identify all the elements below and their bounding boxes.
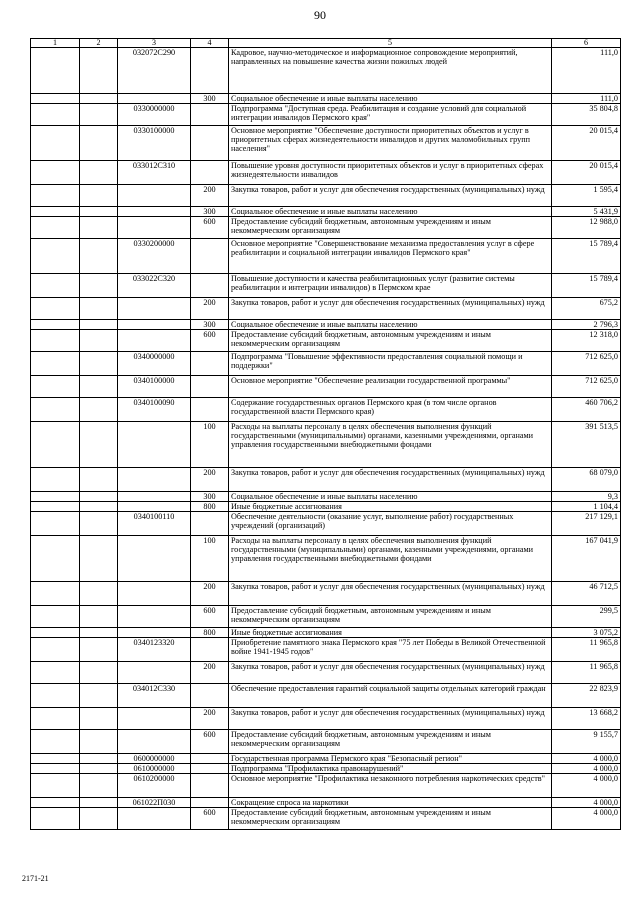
table-row bbox=[31, 352, 621, 376]
cell-amount: 712 625,0 bbox=[552, 376, 621, 398]
cell-col-2 bbox=[80, 502, 118, 512]
cell-col-2 bbox=[80, 298, 118, 320]
cell-amount: 391 513,5 bbox=[552, 422, 621, 468]
cell-col-2 bbox=[80, 628, 118, 638]
document-code: 2171-21 bbox=[22, 874, 49, 883]
table-row bbox=[31, 239, 621, 274]
cell-target-code: 0330100000 bbox=[118, 126, 191, 161]
cell-col-2 bbox=[80, 730, 118, 754]
cell-target-code bbox=[118, 330, 191, 352]
cell-target-code: 034012С330 bbox=[118, 684, 191, 708]
table-row bbox=[31, 126, 621, 161]
cell-description: Закупка товаров, работ и услуг для обеспечения государственных (муниципальных) нужд bbox=[229, 582, 552, 606]
cell-col-1 bbox=[31, 754, 80, 764]
cell-col-1 bbox=[31, 104, 80, 126]
cell-description: Закупка товаров, работ и услуг для обеспечения государственных (муниципальных) нужд bbox=[229, 662, 552, 684]
cell-target-code bbox=[118, 662, 191, 684]
cell-target-code: 032072C290 bbox=[118, 48, 191, 94]
cell-target-code: 0340000000 bbox=[118, 352, 191, 376]
cell-description: Обеспечение предоставления гарантий социальной защиты отдельных категорий граждан bbox=[229, 684, 552, 708]
cell-amount: 9 155,7 bbox=[552, 730, 621, 754]
table-row bbox=[31, 536, 621, 582]
cell-amount: 15 789,4 bbox=[552, 239, 621, 274]
cell-description: Кадровое, научно-методическое и информационное сопровождение мероприятий, направленных на повышение качества жизни пожилых людей bbox=[229, 48, 552, 94]
cell-description: Предоставление субсидий бюджетным, автономным учреждениям и иным некоммерческим организациям bbox=[229, 808, 552, 830]
cell-target-code bbox=[118, 708, 191, 730]
cell-col-1 bbox=[31, 320, 80, 330]
table-row bbox=[31, 628, 621, 638]
cell-amount: 2 796,3 bbox=[552, 320, 621, 330]
cell-col-1 bbox=[31, 684, 80, 708]
cell-expense-type bbox=[191, 352, 229, 376]
cell-amount: 167 041,9 bbox=[552, 536, 621, 582]
cell-expense-type bbox=[191, 512, 229, 536]
cell-target-code bbox=[118, 492, 191, 502]
cell-col-1 bbox=[31, 422, 80, 468]
cell-description: Основное мероприятие "Обеспечение доступности приоритетных объектов и услуг в приоритетных сферах жизнедеятельности инвалидов и других маломобильных групп населения" bbox=[229, 126, 552, 161]
column-header-3: 3 bbox=[118, 39, 191, 48]
cell-target-code bbox=[118, 320, 191, 330]
table-row bbox=[31, 730, 621, 754]
table-header-row bbox=[31, 39, 621, 48]
cell-expense-type: 200 bbox=[191, 582, 229, 606]
cell-col-1 bbox=[31, 330, 80, 352]
cell-col-2 bbox=[80, 207, 118, 217]
cell-col-2 bbox=[80, 754, 118, 764]
cell-description: Закупка товаров, работ и услуг для обеспечения государственных (муниципальных) нужд bbox=[229, 298, 552, 320]
cell-col-1 bbox=[31, 512, 80, 536]
cell-col-1 bbox=[31, 185, 80, 207]
cell-expense-type: 800 bbox=[191, 628, 229, 638]
cell-col-2 bbox=[80, 606, 118, 628]
budget-table bbox=[30, 38, 621, 830]
cell-expense-type: 600 bbox=[191, 217, 229, 239]
cell-expense-type bbox=[191, 754, 229, 764]
cell-col-2 bbox=[80, 161, 118, 185]
cell-target-code: 0610000000 bbox=[118, 764, 191, 774]
cell-amount: 35 804,8 bbox=[552, 104, 621, 126]
cell-expense-type: 200 bbox=[191, 662, 229, 684]
cell-amount: 13 668,2 bbox=[552, 708, 621, 730]
cell-expense-type: 300 bbox=[191, 94, 229, 104]
cell-col-2 bbox=[80, 684, 118, 708]
cell-target-code: 0600000000 bbox=[118, 754, 191, 764]
column-header-6: 6 bbox=[552, 39, 621, 48]
table-row bbox=[31, 330, 621, 352]
cell-expense-type: 300 bbox=[191, 320, 229, 330]
column-header-4: 4 bbox=[191, 39, 229, 48]
cell-col-1 bbox=[31, 239, 80, 274]
table-row bbox=[31, 94, 621, 104]
cell-amount: 12 318,0 bbox=[552, 330, 621, 352]
cell-col-2 bbox=[80, 708, 118, 730]
cell-amount: 22 823,9 bbox=[552, 684, 621, 708]
cell-col-1 bbox=[31, 274, 80, 298]
cell-col-2 bbox=[80, 126, 118, 161]
cell-target-code bbox=[118, 536, 191, 582]
cell-target-code bbox=[118, 217, 191, 239]
cell-amount: 675,2 bbox=[552, 298, 621, 320]
cell-amount: 46 712,5 bbox=[552, 582, 621, 606]
cell-expense-type: 200 bbox=[191, 185, 229, 207]
table-row bbox=[31, 774, 621, 798]
cell-col-1 bbox=[31, 94, 80, 104]
cell-expense-type bbox=[191, 764, 229, 774]
table-row bbox=[31, 662, 621, 684]
cell-col-2 bbox=[80, 764, 118, 774]
cell-col-2 bbox=[80, 352, 118, 376]
cell-amount: 9,3 bbox=[552, 492, 621, 502]
cell-expense-type bbox=[191, 126, 229, 161]
table-row bbox=[31, 754, 621, 764]
cell-amount: 20 015,4 bbox=[552, 126, 621, 161]
table-row bbox=[31, 808, 621, 830]
cell-amount: 460 706,2 bbox=[552, 398, 621, 422]
cell-col-1 bbox=[31, 628, 80, 638]
cell-description: Обеспечение деятельности (оказание услуг, выполнение работ) государственных учреждений (организаций) bbox=[229, 512, 552, 536]
cell-description: Закупка товаров, работ и услуг для обеспечения государственных (муниципальных) нужд bbox=[229, 185, 552, 207]
cell-col-1 bbox=[31, 468, 80, 492]
cell-col-1 bbox=[31, 217, 80, 239]
cell-amount: 4 000,0 bbox=[552, 774, 621, 798]
cell-amount: 5 431,9 bbox=[552, 207, 621, 217]
cell-target-code bbox=[118, 582, 191, 606]
cell-amount: 15 789,4 bbox=[552, 274, 621, 298]
cell-expense-type: 100 bbox=[191, 422, 229, 468]
table-row bbox=[31, 104, 621, 126]
cell-target-code bbox=[118, 185, 191, 207]
table-row bbox=[31, 161, 621, 185]
cell-col-1 bbox=[31, 502, 80, 512]
cell-description: Повышение уровня доступности приоритетных объектов и услуг в приоритетных сферах жизнедеятельности инвалидов bbox=[229, 161, 552, 185]
cell-target-code bbox=[118, 94, 191, 104]
cell-description: Иные бюджетные ассигнования bbox=[229, 628, 552, 638]
cell-col-1 bbox=[31, 492, 80, 502]
cell-col-1 bbox=[31, 398, 80, 422]
cell-target-code bbox=[118, 207, 191, 217]
table-row bbox=[31, 582, 621, 606]
cell-amount: 68 079,0 bbox=[552, 468, 621, 492]
table-row bbox=[31, 207, 621, 217]
cell-col-2 bbox=[80, 104, 118, 126]
cell-amount: 1 104,4 bbox=[552, 502, 621, 512]
table-row bbox=[31, 468, 621, 492]
cell-col-1 bbox=[31, 730, 80, 754]
cell-description: Расходы на выплаты персоналу в целях обеспечения выполнения функций государственными (муниципальными) органами, казенными учреждениями, органами управления государственными внебюджетными фондами bbox=[229, 422, 552, 468]
cell-description: Предоставление субсидий бюджетным, автономным учреждениям и иным некоммерческим организациям bbox=[229, 606, 552, 628]
cell-target-code: 0340123320 bbox=[118, 638, 191, 662]
cell-description: Закупка товаров, работ и услуг для обеспечения государственных (муниципальных) нужд bbox=[229, 708, 552, 730]
cell-col-2 bbox=[80, 492, 118, 502]
cell-amount: 11 965,8 bbox=[552, 638, 621, 662]
cell-col-1 bbox=[31, 48, 80, 94]
cell-expense-type: 100 bbox=[191, 536, 229, 582]
cell-target-code bbox=[118, 606, 191, 628]
cell-expense-type bbox=[191, 239, 229, 274]
cell-description: Приобретение памятного знака Пермского края "75 лет Победы в Великой Отечественной войне 1941-1945 годов" bbox=[229, 638, 552, 662]
cell-expense-type: 200 bbox=[191, 468, 229, 492]
cell-expense-type bbox=[191, 638, 229, 662]
table-row bbox=[31, 274, 621, 298]
cell-col-1 bbox=[31, 582, 80, 606]
cell-expense-type bbox=[191, 684, 229, 708]
cell-amount: 12 988,0 bbox=[552, 217, 621, 239]
cell-description: Предоставление субсидий бюджетным, автономным учреждениям и иным некоммерческим организациям bbox=[229, 730, 552, 754]
cell-target-code bbox=[118, 808, 191, 830]
cell-target-code: 0330200000 bbox=[118, 239, 191, 274]
cell-col-2 bbox=[80, 94, 118, 104]
table-body bbox=[31, 48, 621, 830]
cell-expense-type: 300 bbox=[191, 207, 229, 217]
table-row bbox=[31, 298, 621, 320]
table-row bbox=[31, 398, 621, 422]
cell-amount: 4 000,0 bbox=[552, 754, 621, 764]
table-row bbox=[31, 502, 621, 512]
cell-col-1 bbox=[31, 638, 80, 662]
cell-col-2 bbox=[80, 422, 118, 468]
cell-target-code bbox=[118, 628, 191, 638]
cell-col-1 bbox=[31, 708, 80, 730]
cell-col-2 bbox=[80, 536, 118, 582]
cell-col-2 bbox=[80, 330, 118, 352]
cell-col-2 bbox=[80, 512, 118, 536]
cell-expense-type bbox=[191, 104, 229, 126]
cell-expense-type: 200 bbox=[191, 708, 229, 730]
cell-col-2 bbox=[80, 398, 118, 422]
cell-description: Содержание государственных органов Пермского края (в том числе органов государственной власти Пермского края) bbox=[229, 398, 552, 422]
cell-description: Предоставление субсидий бюджетным, автономным учреждениям и иным некоммерческим организациям bbox=[229, 330, 552, 352]
cell-description: Социальное обеспечение и иные выплаты населению bbox=[229, 207, 552, 217]
cell-description: Подпрограмма "Доступная среда. Реабилитация и создание условий для социальной интеграции инвалидов Пермского края" bbox=[229, 104, 552, 126]
cell-amount: 111,0 bbox=[552, 94, 621, 104]
table-row bbox=[31, 684, 621, 708]
cell-col-2 bbox=[80, 798, 118, 808]
cell-target-code bbox=[118, 730, 191, 754]
cell-description: Иные бюджетные ассигнования bbox=[229, 502, 552, 512]
cell-description: Социальное обеспечение и иные выплаты населению bbox=[229, 492, 552, 502]
cell-amount: 4 000,0 bbox=[552, 808, 621, 830]
cell-col-1 bbox=[31, 298, 80, 320]
cell-col-2 bbox=[80, 217, 118, 239]
cell-expense-type: 200 bbox=[191, 298, 229, 320]
cell-description: Расходы на выплаты персоналу в целях обеспечения выполнения функций государственными (муниципальными) органами, казенными учреждениями, органами управления государственными внебюджетными фондами bbox=[229, 536, 552, 582]
table-row bbox=[31, 798, 621, 808]
cell-col-2 bbox=[80, 320, 118, 330]
cell-col-1 bbox=[31, 774, 80, 798]
cell-description: Основное мероприятие "Профилактика незаконного потребления наркотических средств" bbox=[229, 774, 552, 798]
cell-amount: 4 000,0 bbox=[552, 798, 621, 808]
table-row bbox=[31, 708, 621, 730]
cell-expense-type: 600 bbox=[191, 330, 229, 352]
table-row bbox=[31, 48, 621, 94]
cell-col-2 bbox=[80, 185, 118, 207]
cell-col-2 bbox=[80, 774, 118, 798]
table-row bbox=[31, 185, 621, 207]
cell-expense-type bbox=[191, 274, 229, 298]
cell-description: Социальное обеспечение и иные выплаты населению bbox=[229, 320, 552, 330]
cell-description: Повышение доступности и качества реабилитационных услуг (развитие системы реабилитации и интеграции инвалидов) в Пермском крае bbox=[229, 274, 552, 298]
cell-target-code bbox=[118, 468, 191, 492]
cell-col-1 bbox=[31, 126, 80, 161]
cell-expense-type: 600 bbox=[191, 808, 229, 830]
cell-description: Сокращение спроса на наркотики bbox=[229, 798, 552, 808]
cell-col-1 bbox=[31, 161, 80, 185]
cell-amount: 712 625,0 bbox=[552, 352, 621, 376]
cell-target-code: 0340100000 bbox=[118, 376, 191, 398]
cell-expense-type bbox=[191, 774, 229, 798]
cell-expense-type: 800 bbox=[191, 502, 229, 512]
cell-amount: 11 965,8 bbox=[552, 662, 621, 684]
cell-target-code: 0330000000 bbox=[118, 104, 191, 126]
cell-col-1 bbox=[31, 606, 80, 628]
cell-description: Основное мероприятие "Обеспечение реализации государственной программы" bbox=[229, 376, 552, 398]
column-header-2: 2 bbox=[80, 39, 118, 48]
cell-col-2 bbox=[80, 274, 118, 298]
column-header-1: 1 bbox=[31, 39, 80, 48]
cell-col-1 bbox=[31, 207, 80, 217]
cell-target-code: 033012С310 bbox=[118, 161, 191, 185]
cell-col-2 bbox=[80, 808, 118, 830]
cell-col-2 bbox=[80, 376, 118, 398]
cell-expense-type bbox=[191, 376, 229, 398]
cell-target-code bbox=[118, 422, 191, 468]
cell-expense-type bbox=[191, 798, 229, 808]
cell-target-code bbox=[118, 502, 191, 512]
cell-target-code: 0340100110 bbox=[118, 512, 191, 536]
cell-col-2 bbox=[80, 48, 118, 94]
cell-col-2 bbox=[80, 638, 118, 662]
cell-col-2 bbox=[80, 582, 118, 606]
cell-expense-type bbox=[191, 48, 229, 94]
cell-description: Закупка товаров, работ и услуг для обеспечения государственных (муниципальных) нужд bbox=[229, 468, 552, 492]
cell-expense-type: 600 bbox=[191, 606, 229, 628]
cell-expense-type bbox=[191, 161, 229, 185]
cell-col-2 bbox=[80, 239, 118, 274]
cell-col-1 bbox=[31, 536, 80, 582]
table-row bbox=[31, 376, 621, 398]
cell-col-1 bbox=[31, 808, 80, 830]
cell-target-code: 0610200000 bbox=[118, 774, 191, 798]
cell-description: Подпрограмма "Повышение эффективности предоставления социальной помощи и поддержки" bbox=[229, 352, 552, 376]
cell-description: Социальное обеспечение и иные выплаты населению bbox=[229, 94, 552, 104]
cell-amount: 3 075,2 bbox=[552, 628, 621, 638]
cell-description: Предоставление субсидий бюджетным, автономным учреждениям и иным некоммерческим организациям bbox=[229, 217, 552, 239]
cell-col-2 bbox=[80, 468, 118, 492]
cell-amount: 20 015,4 bbox=[552, 161, 621, 185]
cell-description: Подпрограмма "Профилактика правонарушений" bbox=[229, 764, 552, 774]
table-row bbox=[31, 422, 621, 468]
cell-target-code: 0340100090 bbox=[118, 398, 191, 422]
column-header-5: 5 bbox=[229, 39, 552, 48]
cell-col-1 bbox=[31, 352, 80, 376]
cell-amount: 1 595,4 bbox=[552, 185, 621, 207]
cell-col-1 bbox=[31, 798, 80, 808]
table-row bbox=[31, 492, 621, 502]
page-number: 90 bbox=[314, 8, 326, 22]
table-row bbox=[31, 764, 621, 774]
cell-amount: 4 000,0 bbox=[552, 764, 621, 774]
table-row bbox=[31, 217, 621, 239]
cell-target-code: 033022С320 bbox=[118, 274, 191, 298]
cell-expense-type: 300 bbox=[191, 492, 229, 502]
cell-target-code bbox=[118, 298, 191, 320]
cell-expense-type: 600 bbox=[191, 730, 229, 754]
cell-description: Основное мероприятие "Совершенствование механизма предоставления услуг в сфере реабилитации и социальной интеграции инвалидов Пермского края" bbox=[229, 239, 552, 274]
cell-amount: 299,5 bbox=[552, 606, 621, 628]
cell-col-2 bbox=[80, 662, 118, 684]
cell-col-1 bbox=[31, 376, 80, 398]
cell-description: Государственная программа Пермского края "Безопасный регион" bbox=[229, 754, 552, 764]
cell-expense-type bbox=[191, 398, 229, 422]
table-row bbox=[31, 638, 621, 662]
cell-col-1 bbox=[31, 662, 80, 684]
table-row bbox=[31, 512, 621, 536]
cell-amount: 111,0 bbox=[552, 48, 621, 94]
table-row bbox=[31, 320, 621, 330]
table-row bbox=[31, 606, 621, 628]
cell-col-1 bbox=[31, 764, 80, 774]
cell-target-code: 061022П030 bbox=[118, 798, 191, 808]
cell-amount: 217 129,1 bbox=[552, 512, 621, 536]
